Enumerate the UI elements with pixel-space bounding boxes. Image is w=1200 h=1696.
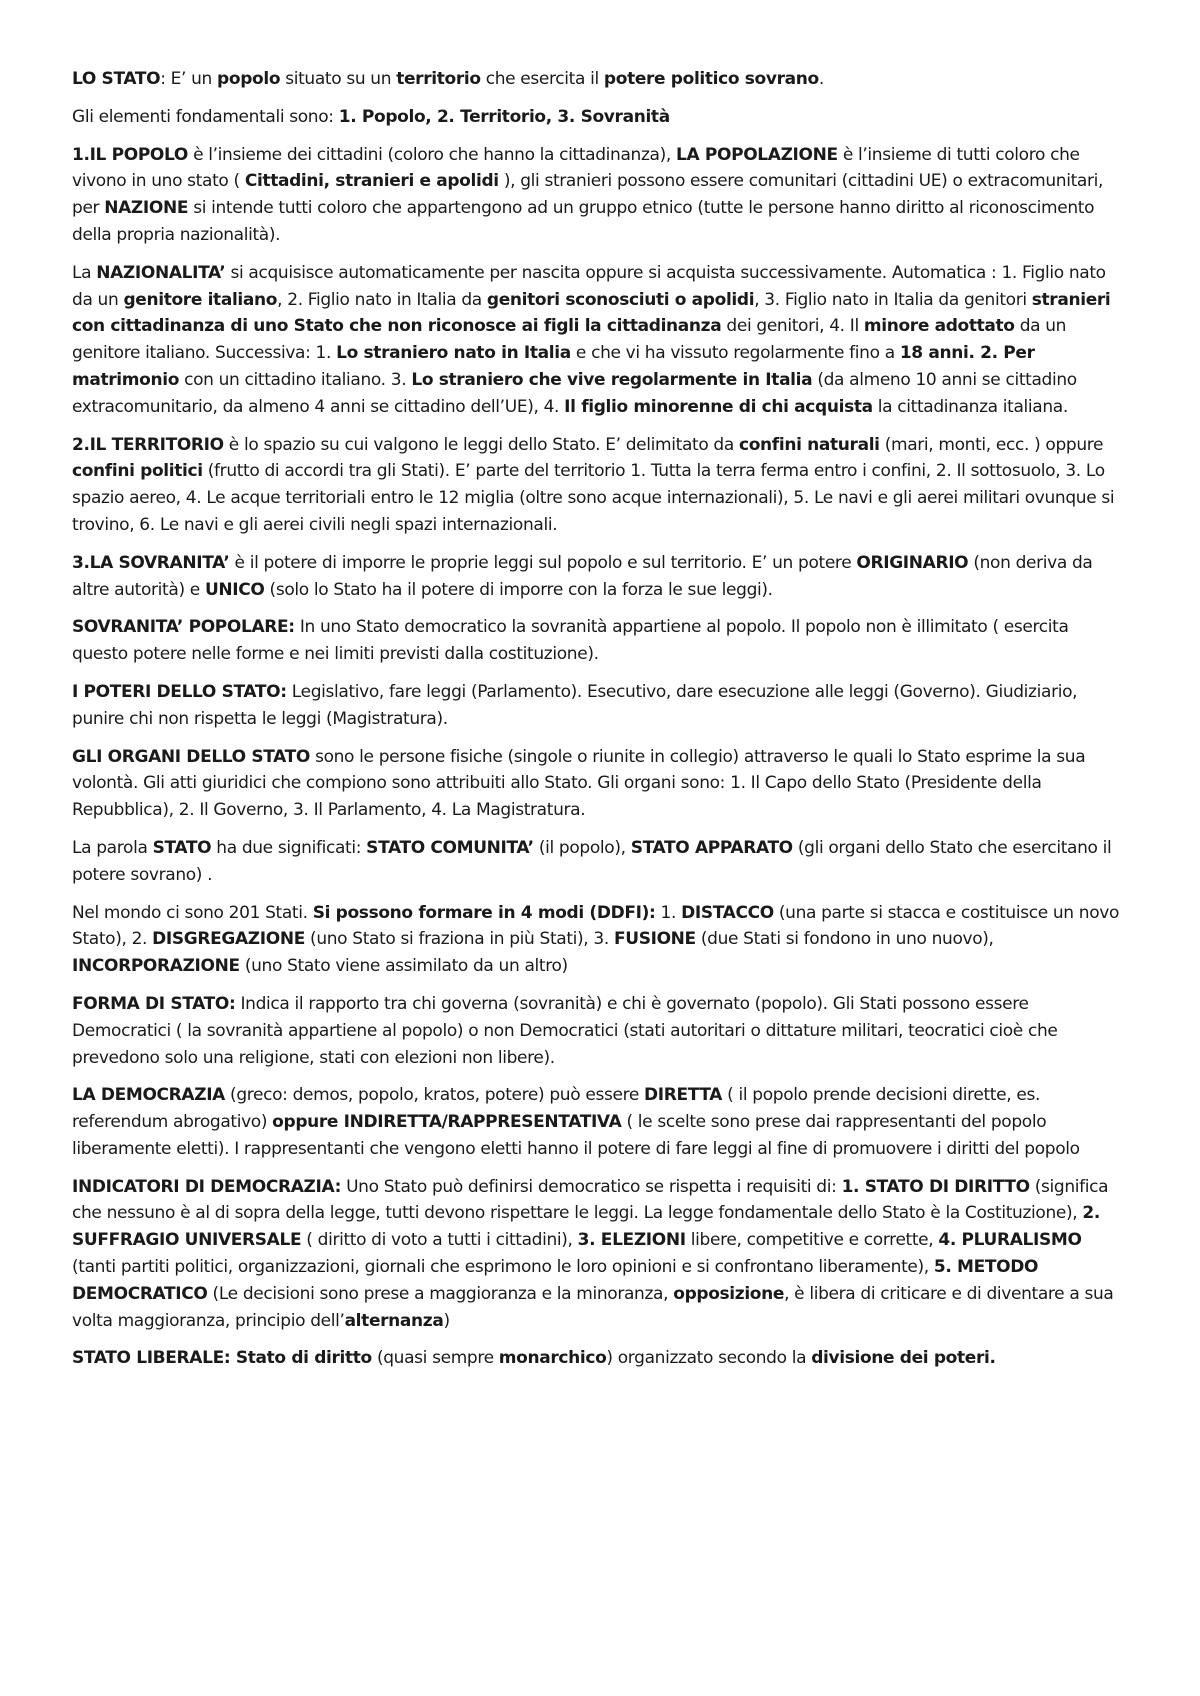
bold-text: INDICATORI DI DEMOCRAZIA: <box>72 1176 342 1197</box>
bold-text: SOVRANITA’ POPOLARE: <box>72 617 295 638</box>
bold-text: potere politico sovrano <box>603 69 819 89</box>
text-run: (da almeno 10 anni se cittadino extracomunitario, da almeno 4 anni se cittadino dell’UE), 4. <box>72 369 1077 417</box>
bold-text: oppure INDIRETTA/RAPPRESENTATIVA <box>272 1112 622 1133</box>
bold-text: 1.IL POPOLO <box>72 144 189 165</box>
text-run: si intende tutti coloro che appartengono ad un gruppo etnico (tutte le persone hanno diritto al riconoscimento della propria nazionalità). <box>72 198 1095 245</box>
text-run: . <box>818 69 824 89</box>
bold-text: STATO COMUNITA’ <box>366 837 534 858</box>
text-run: da un genitore italiano. Successiva: 1. <box>72 316 1067 364</box>
text-run: è l’insieme di tutti coloro che vivono in uno stato ( <box>72 144 1080 192</box>
paragraph-popolo <box>72 142 1128 249</box>
text-run: , è libera di criticare e di diventare a sua volta maggioranza, principio dell’ <box>72 1283 1114 1331</box>
bold-text: STATO APPARATO <box>630 837 793 858</box>
paragraph-parola-stato <box>72 835 1128 889</box>
text-run: Indica il rapporto tra chi governa (sovranità) e chi è governato (popolo). Gli Stati possono essere Democratici ( la sovranità appartiene al popolo) o non Democratici (stati autoritari o dittature militari, teocratici cioè che prevedono solo una religione, stati con elezioni non libere). <box>72 993 1058 1068</box>
bold-text: GLI ORGANI DELLO STATO <box>72 746 311 767</box>
text-run: e che vi ha vissuto regolarmente fino a <box>570 343 900 364</box>
text-run: (greco: demos, popolo, kratos, potere) può essere <box>224 1085 644 1106</box>
text-run: dei genitori, 4. Il <box>721 316 864 337</box>
bold-text: divisione dei poteri. <box>811 1348 996 1369</box>
paragraph-elementi <box>72 104 1128 131</box>
text-run: (mari, monti, ecc. ) oppure <box>879 434 1104 455</box>
bold-text: DISGREGAZIONE <box>152 929 305 950</box>
text-run: (quasi sempre <box>371 1348 499 1369</box>
text-run: (non deriva da altre autorità) e <box>72 552 1093 600</box>
text-run: è lo spazio su cui valgono le leggi dello Stato. E’ delimitato da <box>223 434 739 455</box>
paragraph-territorio <box>72 432 1128 539</box>
text-run: Legislativo, fare leggi (Parlamento). Esecutivo, dare esecuzione alle leggi (Governo). Giudiziario, punire chi non rispetta le leggi (Magistratura). <box>72 681 1078 729</box>
paragraph-poteri <box>72 679 1128 733</box>
bold-text: 2.IL TERRITORIO <box>72 434 224 455</box>
paragraph-stati-mondo <box>72 900 1128 980</box>
bold-text: DISTACCO <box>681 902 774 923</box>
paragraph-stato-liberale <box>72 1345 1128 1372</box>
paragraph-nazionalita <box>72 260 1128 421</box>
bold-text: alternanza <box>344 1310 444 1331</box>
text-run: (solo lo Stato ha il potere di imporre con la forza le sue leggi). <box>264 579 773 600</box>
bold-text: 4. PLURALISMO <box>938 1230 1082 1251</box>
text-run: con un cittadino italiano. 3. <box>179 369 412 390</box>
bold-text: INCORPORAZIONE <box>72 956 240 977</box>
bold-text: LA DEMOCRAZIA <box>72 1085 225 1106</box>
text-run: 1. <box>655 902 682 923</box>
bold-text: Si possono formare in 4 modi (DDFI): <box>312 902 656 923</box>
text-run: Gli elementi fondamentali sono: <box>72 106 339 127</box>
bold-text: 3.LA SOVRANITA’ <box>72 552 230 573</box>
bold-text: 1. STATO DI DIRITTO <box>841 1176 1030 1197</box>
bold-text: popolo <box>217 69 281 89</box>
text-run: è il potere di imporre le proprie leggi sul popolo e sul territorio. E’ un potere <box>229 552 857 573</box>
text-run: ( il popolo prende decisioni dirette, es. referendum abrogativo) <box>72 1085 1041 1133</box>
bold-text: FORMA DI STATO: <box>72 993 236 1014</box>
text-run: In uno Stato democratico la sovranità appartiene al popolo. Il popolo non è illimitato ( esercita questo potere nelle forme e nei limiti previsti dalla costituzione). <box>72 617 1069 665</box>
bold-text: LO STATO <box>72 69 161 89</box>
text-run: che esercita il <box>480 69 604 89</box>
bold-text: Cittadini, stranieri e apolidi <box>244 171 499 192</box>
text-run: : E’ un <box>160 69 218 89</box>
bold-text: Il figlio minorenne di chi acquista <box>564 396 873 417</box>
paragraph-forma-stato <box>72 991 1128 1071</box>
text-run: (frutto di accordi tra gli Stati). E’ parte del territorio 1. Tutta la terra ferma entro i confini, 2. Il sottosuolo, 3. Lo spazio aereo, 4. Le acque territoriali entro le 12 miglia (oltre sono acque internazionali), 5. Le navi e gli aerei militari ovunque si trovino, 6. Le navi e gli aerei civili negli spazi internazionali. <box>72 461 1115 535</box>
text-run: libere, competitive e corrette, <box>685 1230 939 1251</box>
bold-text: minore adottato <box>863 316 1015 337</box>
bold-text: confini naturali <box>739 434 880 455</box>
text-run: ) organizzato secondo la <box>606 1348 812 1369</box>
paragraph-democrazia <box>72 1082 1128 1162</box>
text-run: Nel mondo ci sono 201 Stati. <box>72 902 313 923</box>
bold-text: NAZIONALITA’ <box>96 262 226 283</box>
bold-text: stranieri con cittadinanza di uno Stato che non riconosce ai figli la cittadinanza <box>72 289 1111 337</box>
text-run: , 3. Figlio nato in Italia da genitori <box>754 289 1032 310</box>
text-run: è l’insieme dei cittadini (coloro che hanno la cittadinanza), <box>188 144 677 165</box>
text-run: (gli organi dello Stato che esercitano il potere sovrano) . <box>72 837 1112 885</box>
text-run: La <box>72 262 97 283</box>
text-run: ( diritto di voto a tutti i cittadini), <box>301 1230 578 1251</box>
bold-text: Lo straniero nato in Italia <box>336 343 571 364</box>
text-run: (il popolo), <box>533 837 631 858</box>
text-run: (uno Stato si fraziona in più Stati), 3. <box>305 929 614 950</box>
bold-text: confini politici <box>72 461 203 482</box>
text-run: (significa che nessuno è al di sopra della legge, tutti devono rispettare le leggi. La legge fondamentale dello Stato è la Costituzione), <box>72 1176 1109 1224</box>
text-run: si acquisisce automaticamente per nascita oppure si acquista successivamente. Automatica : 1. Figlio nato da un <box>72 262 1106 310</box>
bold-text: 18 anni. 2. Per matrimonio <box>72 343 1035 390</box>
bold-text: Lo straniero che vive regolarmente in Italia <box>411 369 813 390</box>
bold-text: UNICO <box>204 579 265 600</box>
text-run: (Le decisioni sono prese a maggioranza e la minoranza, <box>207 1283 674 1304</box>
bold-text: LA POPOLAZIONE <box>676 144 838 165</box>
bold-text: I POTERI DELLO STATO: <box>72 681 287 702</box>
bold-text: FUSIONE <box>613 929 696 950</box>
document-body <box>72 66 1128 1372</box>
bold-text: 5. METODO DEMOCRATICO <box>72 1257 1039 1304</box>
text-run: ha due significati: <box>211 837 367 858</box>
bold-text: NAZIONE <box>104 198 189 219</box>
bold-text: ORIGINARIO <box>856 552 969 573</box>
text-run: sono le persone fisiche (singole o riunite in collegio) attraverso le quali lo Stato esprime la sua volontà. Gli atti giuridici che compiono sono attribuiti allo Stato. Gli organi sono: 1. Il Capo dello Stato (Presidente della Repubblica), 2. Il Governo, 3. Il Parlamento, 4. La Magistratura. <box>72 746 1086 821</box>
text-run: la cittadinanza italiana. <box>872 396 1068 417</box>
text-run: situato su un <box>280 69 397 89</box>
bold-text: 1. Popolo, 2. Territorio, 3. Sovranità <box>338 106 670 127</box>
bold-text: monarchico <box>498 1348 607 1369</box>
text-run: (due Stati si fondono in uno nuovo), <box>695 929 994 950</box>
bold-text: opposizione <box>673 1283 785 1304</box>
paragraph-sovranita <box>72 550 1128 604</box>
text-run: Uno Stato può definirsi democratico se rispetta i requisiti di: <box>341 1176 842 1197</box>
paragraph-lo-stato <box>72 66 1128 93</box>
bold-text: genitore italiano <box>123 289 278 310</box>
text-run: La parola <box>72 837 153 858</box>
text-run: (una parte si stacca e costituisce un novo Stato), 2. <box>72 902 1120 950</box>
text-run: (tanti partiti politici, organizzazioni, giornali che esprimono le loro opinioni e si confrontano liberamente), <box>72 1257 934 1278</box>
bold-text: STATO <box>152 837 212 858</box>
bold-text: territorio <box>396 69 481 89</box>
paragraph-sovranita-popolare <box>72 614 1128 668</box>
bold-text: DIRETTA <box>644 1085 723 1106</box>
bold-text: 3. ELEZIONI <box>577 1230 686 1251</box>
bold-text: 2. SUFFRAGIO UNIVERSALE <box>72 1203 1100 1251</box>
text-run: ), gli stranieri possono essere comunitari (cittadini UE) o extracomunitari, per <box>72 171 1104 219</box>
text-run: (uno Stato viene assimilato da un altro) <box>239 956 568 977</box>
bold-text: STATO LIBERALE: Stato di diritto <box>72 1348 372 1369</box>
text-run: , 2. Figlio nato in Italia da <box>277 289 487 310</box>
text-run: ( le scelte sono prese dai rappresentanti del popolo liberamente eletti). I rappresentanti che vengono eletti hanno il potere di fare leggi al fine di promuovere i diritti del popolo <box>72 1112 1080 1159</box>
text-run: ) <box>443 1310 450 1331</box>
paragraph-indicatori <box>72 1174 1128 1335</box>
paragraph-organi <box>72 744 1128 824</box>
bold-text: genitori sconosciuti o apolidi <box>486 289 755 310</box>
